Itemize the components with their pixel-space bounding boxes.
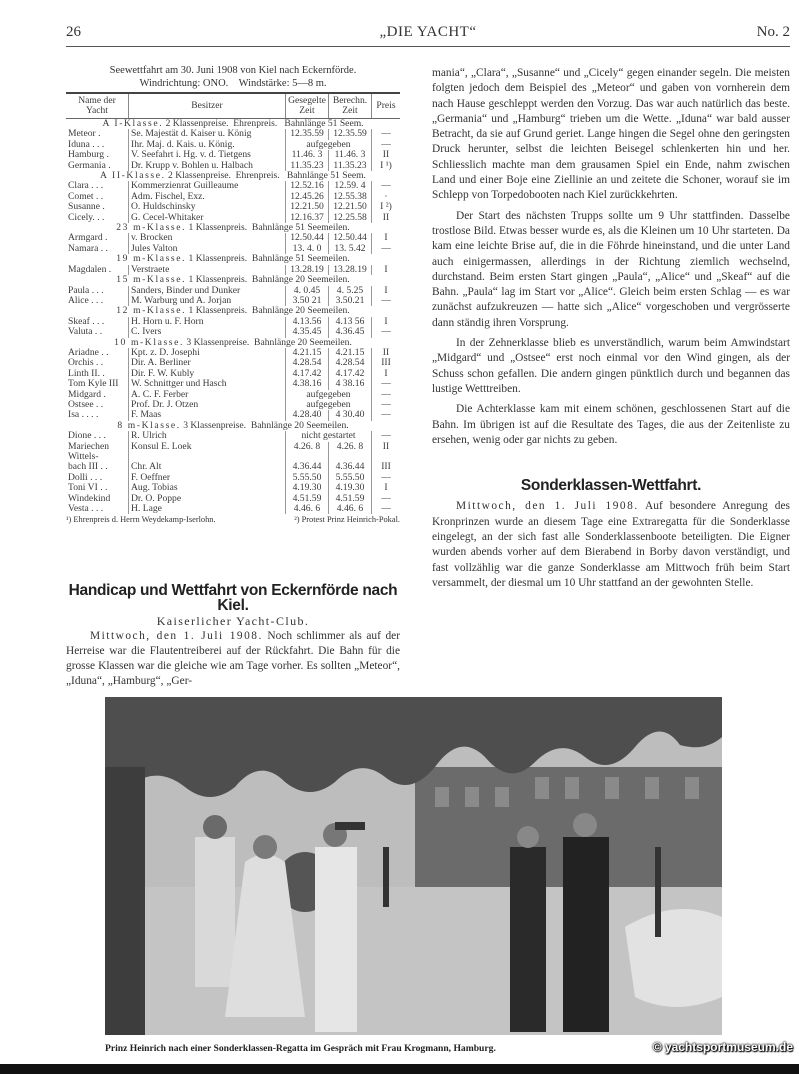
prize: — (381, 492, 391, 504)
yacht-name: Dolli . . . (68, 471, 103, 483)
corrected-time: 4.36.45 (329, 327, 372, 337)
article-paragraph: mania“, „Clara“, „Susanne“ und „Cicely“ gegen einander segeln. Die meisten folgten jedoch dem Beispiel des „Meteor“ und gaben von vornherein dem nach Hause geschleppt werden den Vorzug. Das war auch natürlich das beste. „Germania“ und „Hamburg“ trieben um die Wette. „Iduna“ war bald ausser Betracht, da sie auf Grund geriet. Lange hingen die Segel ohne den geringsten Druck herunter, selbst die leichten Beisegel schlenkerten hin und her. Schliesslich machte man dem grausamen Spiel ein Ende, nahm zwischen Land und einer Boje eine Ziellinie an und zeitete die Schoner, worauf sie im Schlepp von Torpedobooten nach Kiel zurückkehrten. (432, 67, 790, 202)
corrected-time: 12.25.58 (329, 213, 372, 223)
results-table (66, 92, 400, 514)
owner-name: Prof. Dr. J. Otzen (129, 400, 286, 410)
footnote-1: ¹) Ehrenpreis d. Herrn Weydekamp-Iserlohn. (66, 515, 216, 525)
boat-shape (625, 909, 722, 1007)
yacht-name: Mariechen (68, 440, 110, 452)
yacht-name: Isa . . . . (68, 409, 99, 421)
owner-name: Aug. Tobias (129, 483, 286, 493)
corrected-time: 4.26. 8 (329, 442, 372, 452)
sailed-time: 12.50.44 (286, 233, 329, 243)
corrected-time: 4.13 56 (329, 317, 372, 327)
prize: — (381, 503, 391, 515)
yacht-name: Susanne . (68, 201, 105, 213)
sailed-time: 4.17.42 (286, 369, 329, 379)
owner-name: Chr. Alt (129, 462, 286, 472)
yacht-name: Meteor . (68, 128, 101, 140)
class-label: 10 m-Klasse. (114, 336, 184, 348)
sailed-time: 13.28.19 (286, 265, 329, 275)
class-label: A II-Klasse. (100, 170, 166, 182)
article-subheadline: Kaiserlicher Yacht-Club. (156, 613, 310, 628)
corrected-time: 12.35.59 (329, 129, 372, 139)
section-date: Mittwoch, den 1. Juli 1908. (456, 500, 639, 513)
sailed-time: 4.36.44 (286, 462, 329, 472)
sailed-time: 4. 0.45 (286, 286, 329, 296)
owner-name: F. Maas (129, 410, 286, 420)
results-body (66, 119, 400, 515)
sailed-time: 12.16.37 (286, 213, 329, 223)
class-header-row (66, 275, 400, 285)
table-row (66, 504, 400, 514)
corrected-time: 12.50.44 (329, 233, 372, 243)
owner-name: Kpt. z. D. Josephi (129, 348, 286, 358)
owner-name: C. Ivers (129, 327, 286, 337)
owner-name: v. Brocken (129, 233, 286, 243)
class-info: 1 Klassenpreis. Bahnlänge 20 Seemeilen. (188, 305, 350, 317)
col-header-sailed: Gesegelte Zeit (286, 93, 329, 119)
page-header (66, 24, 790, 46)
yacht-name: Toni VI . . (68, 482, 108, 494)
photo-caption: Prinz Heinrich nach einer Sonderklassen-Regatta im Gespräch mit Frau Krogmann, Hamburg. (105, 1043, 496, 1054)
handicap-article (66, 583, 400, 690)
sailed-time: 13. 4. 0 (286, 244, 329, 254)
corrected-time: 3.50.21 (329, 296, 372, 306)
corrected-time: 4.19.30 (329, 483, 372, 493)
header-divider (66, 46, 790, 47)
race-status: nicht gestartet (286, 431, 372, 441)
owner-name: F. Oeffner (129, 473, 286, 483)
corrected-time: 11.46. 3 (329, 150, 372, 160)
table-row (66, 442, 400, 452)
issue-number: No. 2 (756, 24, 790, 40)
corrected-time: 4 38.16 (329, 379, 372, 389)
prize: I (384, 482, 388, 494)
yacht-name: Namara . . (68, 242, 108, 254)
prize: — (381, 378, 391, 390)
prize: II (382, 211, 390, 223)
prize: — (381, 138, 391, 150)
article-text: Noch schlimmer als auf der Herreise war die Flautentreiberei auf der Rückfahrt. Die Bahn für die grosse Klassen war die gleiche wie am Tage vorher. Es sollten „Meteor“, „Iduna“, „Hamburg“, „Ger- (66, 629, 400, 688)
prize: — (381, 471, 391, 483)
class-info: 2 Klassenpreise. Ehrenpreis. Bahnlänge 51 Seem. (165, 118, 364, 129)
owner-name: Verstraete (129, 265, 286, 275)
prize: — (381, 242, 391, 254)
figure-officer-2 (563, 837, 609, 1032)
corrected-time: 12.21.50 (329, 202, 372, 212)
class-label: 23 m-Klasse. (116, 222, 187, 234)
sailed-time: 12.21.50 (286, 202, 329, 212)
class-label: 19 m-Klasse. (116, 253, 187, 265)
corrected-time: 5.55.50 (329, 473, 372, 483)
col-header-corrected: Berechn. Zeit (329, 93, 372, 119)
sailed-time: 4.19.30 (286, 483, 329, 493)
figure-1 (195, 837, 235, 987)
sailed-time: 4.46. 6 (286, 504, 329, 514)
class-info: 3 Klassenpreise. Bahnlänge 20 Seemeilen. (186, 336, 352, 348)
yacht-name: Alice . . . (68, 294, 104, 306)
sailed-time: 11.46. 3 (286, 150, 329, 160)
section-headline: Sonderklassen-Wettfahrt. (520, 477, 702, 495)
owner-name: Konsul E. Loek (129, 442, 286, 452)
yacht-name: Dione . . . (68, 430, 106, 442)
race-status: aufgegeben (286, 140, 372, 150)
article-headline: Handicap und Wettfahrt von Eckernförde nach Kiel. (68, 582, 398, 615)
yacht-name: Orchis . . (68, 357, 104, 369)
owner-name: V. Seefahrt i. Hg. v. d. Tietgens (129, 150, 286, 160)
prize: II (382, 149, 390, 161)
table-row (66, 379, 400, 389)
sailed-time: 4.28.40 (286, 410, 329, 420)
prize: II (382, 346, 390, 358)
owner-name: Dr. Krupp v. Bohlen u. Halbach (129, 161, 286, 171)
article-paragraph: Der Start des nächsten Trupps sollte um 9 Uhr stattfinden. Dasselbe trostlose Bild. Etwas besser wurde es, als die Kleinen um 10 Uhr starteten. Da kam eine leichte Brise auf, die in die Föhrde hineinstand, und die unter Land auch einigermassen, allerdings in der Richtung ziemlich wechselnd, durchstand. Beim ersten Start gingen „Paula“, „Alice“ und „Skeaf“ auf die Bahn. „Paula“ lag im Start vor „Alice“. Gleich beim ersten Schlag — es war zunächst aufzukreuzen — hatte sich „Alice“ vorgeschoben und vergrösserte dann ständig ihren Vorsprung. (432, 209, 790, 329)
corrected-time: 4.51.59 (329, 494, 372, 504)
owner-name: Se. Majestät d. Kaiser u. König (129, 129, 286, 139)
col-header-name: Name der Yacht (66, 93, 129, 119)
prize: I (384, 263, 388, 275)
corrected-time: 4 30.40 (329, 410, 372, 420)
sailed-time: 4.51.59 (286, 494, 329, 504)
yacht-name: Armgard . (68, 232, 108, 244)
owner-name: Kommerzienrat Guilleaume (129, 181, 286, 191)
sailed-time: 4.13.56 (286, 317, 329, 327)
owner-name: Dir. A. Berliner (129, 358, 286, 368)
sailed-time: 4.21.15 (286, 348, 329, 358)
class-label: 12 m-Klasse. (116, 305, 187, 317)
sailed-time: 4.26. 8 (286, 442, 329, 452)
race-status: aufgegeben (286, 390, 372, 400)
prize: — (381, 388, 391, 400)
results-title: Seewettfahrt am 30. Juni 1908 von Kiel nach Eckernförde. (109, 65, 357, 76)
yacht-name: Ostsee . . (68, 398, 104, 410)
sailed-time: 4.28.54 (286, 358, 329, 368)
prize: II (382, 440, 390, 452)
prize: — (381, 180, 391, 192)
sailed-time: 4.38.16 (286, 379, 329, 389)
class-info: 1 Klassenpreis. Bahnlänge 51 Seemeilen. (188, 222, 350, 234)
yacht-name: Skeaf . . . (68, 315, 105, 327)
watermark: © yachtsportmuseum.de (652, 1040, 793, 1054)
owner-name: W. Schnittger und Hasch (129, 379, 286, 389)
prize: · (384, 190, 388, 202)
corrected-time: 12.59. 4 (329, 181, 372, 191)
corrected-time: 4.28.54 (329, 358, 372, 368)
sailed-time: 11.35.23 (286, 161, 329, 171)
yacht-name: Windekind (68, 492, 111, 504)
corrected-time: 4.21.15 (329, 348, 372, 358)
owner-name: Dir. F. W. Kubly (129, 369, 286, 379)
class-header (66, 275, 400, 285)
prize: — (381, 430, 391, 442)
corrected-time: 13.28.19 (329, 265, 372, 275)
col-header-prize: Preis (372, 93, 401, 119)
sailed-time: 12.45.26 (286, 192, 329, 202)
article-paragraph (66, 629, 400, 690)
yacht-name: Paula . . . (68, 284, 104, 296)
corrected-time: 4.17.42 (329, 369, 372, 379)
footnote-2: ²) Protest Prinz Heinrich-Pokal. (294, 515, 400, 525)
prize: I (384, 232, 388, 244)
yacht-name: Wittels- (68, 451, 99, 462)
class-label: 15 m-Klasse. (116, 274, 187, 286)
prize: I (384, 367, 388, 379)
results-section (66, 64, 400, 524)
results-wind-info: Windrichtung: ONO. Windstärke: 5—8 m. (139, 78, 327, 89)
regatta-photo (105, 697, 722, 1035)
corrected-time: 4.46. 6 (329, 504, 372, 514)
page-number: 26 (66, 24, 81, 40)
photo-illustration (105, 697, 722, 1035)
yacht-name: Hamburg . (68, 149, 109, 161)
figure-officer-1 (510, 847, 546, 1032)
col-header-owner: Besitzer (129, 93, 286, 119)
sailed-time: 12.35.59 (286, 129, 329, 139)
owner-name: M. Warburg und A. Jorjan (129, 296, 286, 306)
footnotes (66, 515, 400, 524)
continued-article (432, 66, 790, 591)
prize: — (381, 398, 391, 410)
yacht-name: Iduna . . . (68, 138, 105, 150)
prize: I (384, 284, 388, 296)
owner-name: H. Horn u. F. Horn (129, 317, 286, 327)
yacht-name: Midgard . (68, 388, 106, 400)
results-header-row (66, 93, 400, 119)
yacht-name: bach III . . (68, 461, 108, 473)
owner-name: O. Huldschinsky (129, 202, 286, 212)
owner-name: R. Ulrich (129, 431, 286, 441)
class-label: A I-Klasse. (102, 118, 164, 129)
prize: — (381, 128, 391, 140)
class-info: 2 Klassenpreise. Ehrenpreis. Bahnlänge 51 Seem. (168, 170, 366, 182)
prize: I ²) (380, 201, 392, 213)
yacht-name: Clara . . . (68, 180, 104, 192)
yacht-name: Vesta . . . (68, 503, 104, 515)
race-status: aufgegeben (286, 400, 372, 410)
prize: I ¹) (380, 159, 392, 171)
prize: III (381, 461, 391, 473)
owner-name: H. Lage (129, 504, 286, 514)
corrected-time: 4.36.44 (329, 462, 372, 472)
owner-name: G. Cecel-Whitaker (129, 213, 286, 223)
owner-name: Sanders, Binder und Dunker (129, 286, 286, 296)
corrected-time: 12.55.38 (329, 192, 372, 202)
yacht-name: Comet . . (68, 190, 104, 202)
class-info: 1 Klassenpreis. Bahnlänge 51 Seemeilen. (188, 253, 350, 265)
article-paragraph: Die Achterklasse kam mit einem schönen, geschlossenen Start auf die Bahn. Im übrigen ist auf die Resultate des Tages, die aus der Zeitenliste zu ersehen, wenig oder gar nichts zu geben. (432, 403, 790, 446)
yacht-name: Magdalen . (68, 263, 112, 275)
owner-name: Adm. Fischel, Exz. (129, 192, 286, 202)
owner-name: Jules Valton (129, 244, 286, 254)
yacht-name: Linth II. . (68, 367, 105, 379)
yacht-name: Cicely. . . (68, 211, 105, 223)
prize: III (381, 357, 391, 369)
class-info: 3 Klassenpreise. Bahnlänge 20 Seemeilen. (183, 419, 349, 431)
owner-name: Dr. O. Poppe (129, 494, 286, 504)
corrected-time: 13. 5.42 (329, 244, 372, 254)
prize: — (381, 326, 391, 338)
section-text: Auf besondere Anregung des Kronprinzen wurde an diesem Tage eine Extraregatta für die Sonderklasse eingelegt, an der sich fast alle Sonderklassenboote beteiligten. Die Eigner wurden abends vorher auf dem Bierabend in Borby davon verständigt, und fast vollzählig war die ganze Sonderklasse am Mittwoch früh beim Start versammelt, der diesmal um 10 Uhr stattfand an der gewohnten Stelle. (432, 500, 790, 589)
prize: — (381, 409, 391, 421)
sailed-time: 4.35.45 (286, 327, 329, 337)
yacht-name: Valuta . . (68, 326, 103, 338)
figure-prince (315, 847, 357, 1032)
owner-name: A. C. F. Ferber (129, 390, 286, 400)
class-info: 1 Klassenpreis. Bahnlänge 20 Seemeilen. (188, 274, 350, 286)
prize: — (381, 294, 391, 306)
yacht-name: Ariadne . . (68, 346, 109, 358)
owner-name: Ihr. Maj. d. Kais. u. König. (129, 140, 286, 150)
magazine-title: „DIE YACHT“ (379, 24, 477, 40)
scan-border (0, 1064, 799, 1074)
sailed-time: 12.52.16 (286, 181, 329, 191)
yacht-name: Tom Kyle III (68, 378, 119, 390)
article-paragraph: In der Zehnerklasse blieb es unverständlich, warum beim Amwindstart „Midgard“ und „Ostsee“ erst noch einmal vor den Wind gingen, als der Schuss schon gefallen. Die andern gingen pünktlich durch und begannen das lustige Wetttreiben. (432, 337, 790, 395)
section-paragraph (432, 499, 790, 591)
corrected-time: 4. 5.25 (329, 286, 372, 296)
prize: I (384, 315, 388, 327)
corrected-time: 11.35.23 (329, 161, 372, 171)
yacht-name: Germania . (68, 159, 111, 171)
class-label: 8 m-Klasse. (117, 419, 181, 431)
sailed-time: 3.50 21 (286, 296, 329, 306)
article-date: Mittwoch, den 1. Juli 1908. (90, 629, 263, 642)
sailed-time: 5.55.50 (286, 473, 329, 483)
